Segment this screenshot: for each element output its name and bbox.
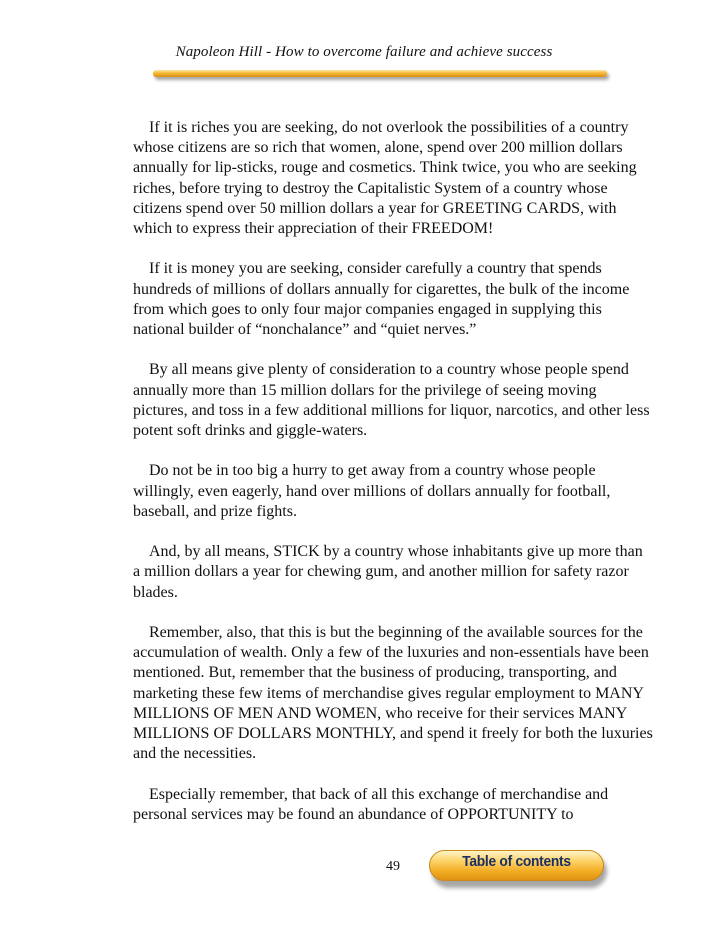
body-text <box>133 118 653 845</box>
paragraph: Do not be in too big a hurry to get away from a country whose people willingly, even eagerly, hand over millions of dollars annually for football, baseball, and prize fights. <box>133 462 611 520</box>
header-divider <box>153 70 607 77</box>
paragraph: If it is riches you are seeking, do not overlook the possibilities of a country whose citizens are so rich that women, alone, spend over 200 million dollars annually for lip-sticks, rouge and cosmetics. Think twice, you who are seeking riches, before trying to destroy the Capitalistic System of a country whose citizens spend over 50 million dollars a year for GREETING CARDS, with which to express their appreciation of their FREEDOM! <box>133 119 637 238</box>
paragraph: Especially remember, that back of all this exchange of merchandise and personal services may be found an abundance of OPPORTUNITY to <box>133 785 609 823</box>
page-number: 49 <box>386 859 400 874</box>
paragraph: Remember, also, that this is but the beginning of the available sources for the accumulation of wealth. Only a few of the luxuries and non-essentials have been mentioned. But, remember that the business of producing, transporting, and marketing these few items of merchandise gives regular employment to MANY MILLIONS OF MEN AND WOMEN, who receive for their services MANY MILLIONS OF DOLLARS MONTHLY, and spend it freely for both the luxuries and the necessities. <box>133 624 653 763</box>
table-of-contents-label: Table of contents <box>462 853 571 870</box>
paragraph: By all means give plenty of consideration to a country whose people spend annually more than 15 million dollars for the privilege of seeing moving pictures, and toss in a few additional millions for liquor, narcotics, and other less potent soft drinks and giggle-waters. <box>133 361 650 440</box>
table-of-contents-button[interactable] <box>429 850 607 888</box>
paragraph: If it is money you are seeking, consider carefully a country that spends hundreds of millions of dollars annually for cigarettes, the bulk of the income from which goes to only four major companies engaged in supplying this national builder of “nonchalance” and “quiet nerves.” <box>133 260 630 339</box>
page-header-title: Napoleon Hill - How to overcome failure and achieve success <box>175 44 553 60</box>
paragraph: And, by all means, STICK by a country whose inhabitants give up more than a million dollars a year for chewing gum, and another million for safety razor blades. <box>133 543 643 601</box>
